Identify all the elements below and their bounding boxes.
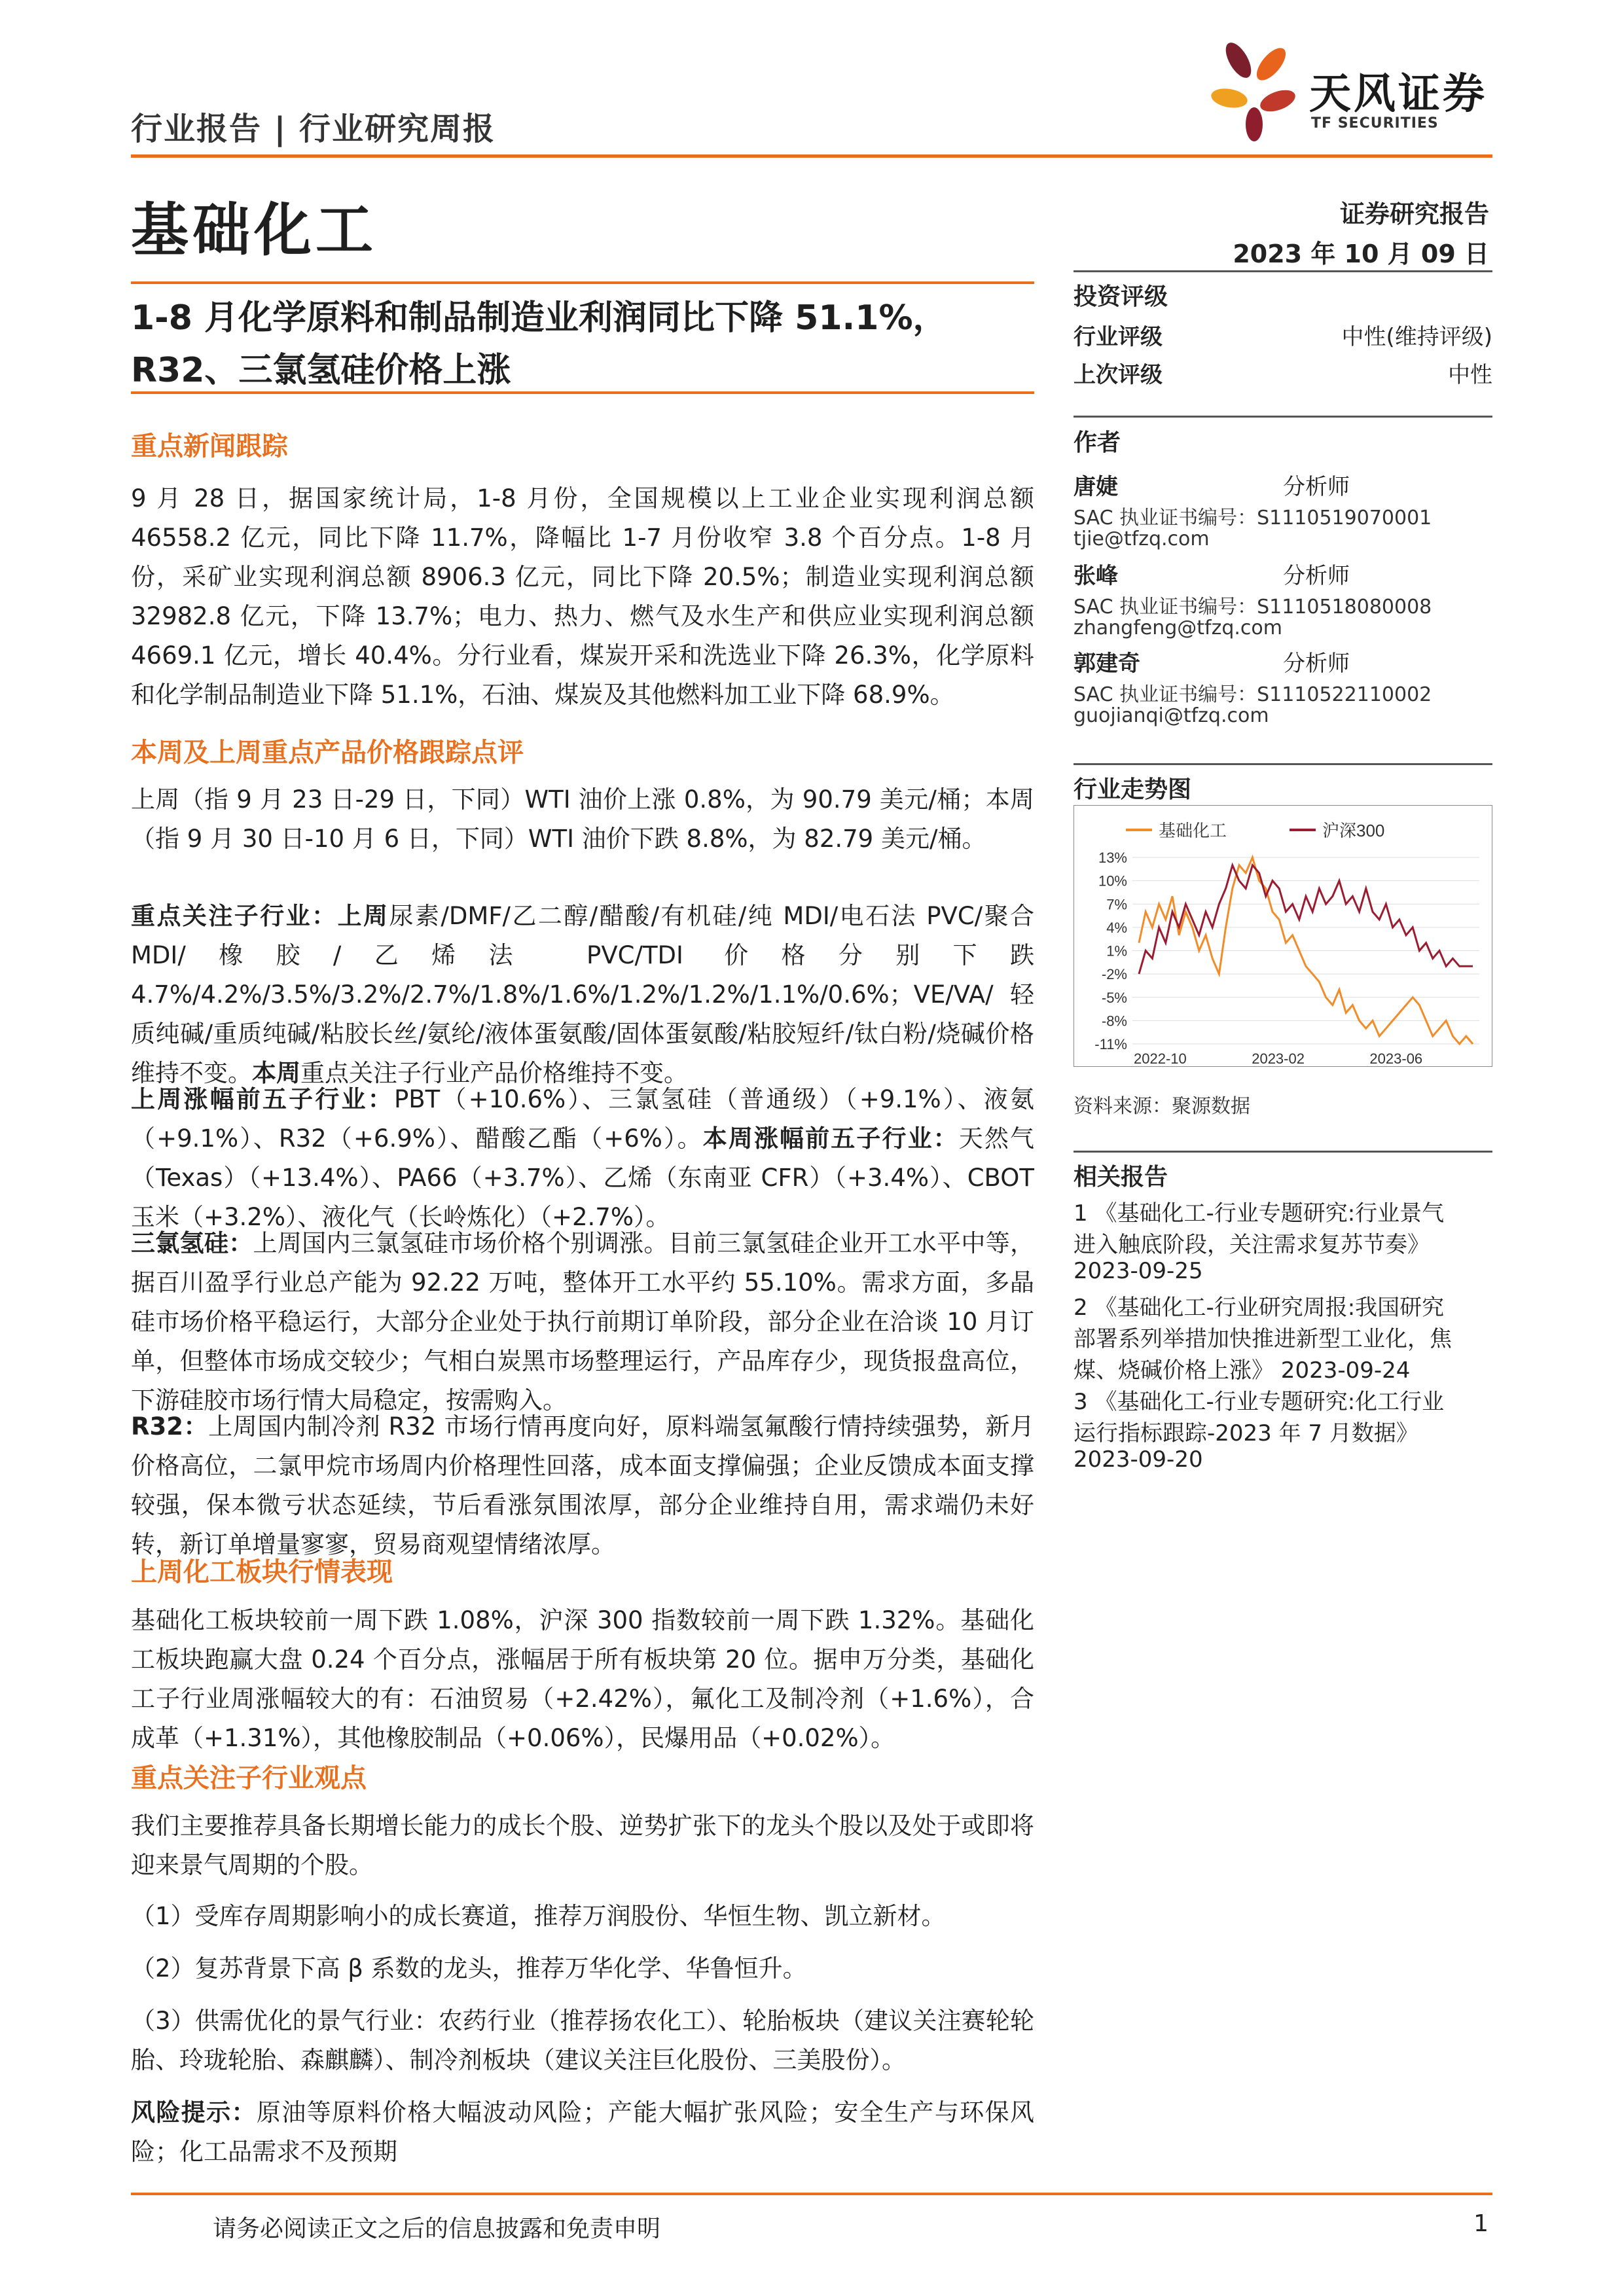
related-heading: 相关报告: [1074, 1164, 1168, 1191]
author-email[interactable]: zhangfeng@tfzq.com: [1074, 617, 1282, 639]
related-report-line[interactable]: 进入触底阶段，关注需求复苏节奏》: [1074, 1232, 1430, 1258]
y-tick-label: 4%: [1106, 919, 1127, 936]
top5-last-text: PBT（+10.6%）、三氯氢硅（普通级）（+9.1%）、液氨（+9.1%）、R32（+6.9%）、醋酸乙酯（+6%）。: [131, 1085, 1034, 1153]
industry-rating-value: 中性(维持评级): [1341, 324, 1492, 350]
title-rule-bottom: [131, 391, 1034, 394]
last-rating-value: 中性: [1448, 362, 1492, 388]
author-role: 分析师: [1283, 563, 1350, 589]
report-date: 2023 年 10 月 09 日: [1233, 240, 1489, 268]
r32-paragraph: [131, 1407, 1034, 1564]
x-tick-label: 2023-02: [1252, 1050, 1305, 1067]
related-report-line[interactable]: 3 《基础化工-行业专题研究:化工行业: [1074, 1389, 1445, 1415]
title-line-2: R32、三氯氢硅价格上涨: [131, 351, 511, 390]
trend-chart: [1074, 805, 1492, 1067]
view-paragraph: 我们主要推荐具备长期增长能力的成长个股、逆势扩张下的龙头个股以及处于或即将迎来景气周期的个股。: [131, 1812, 1034, 1879]
footer-disclaimer[interactable]: 请务必阅读正文之后的信息披露和免责申明: [213, 2215, 661, 2242]
news-paragraph: 9 月 28 日，据国家统计局，1-8 月份，全国规模以上工业企业实现利润总额 46558.2 亿元，同比下降 11.7%，降幅比 1-7 月份收窄 3.8 个百分点。1-8 月份，采矿业实现利润总额 8906.3 亿元，同比下降 20.5%；制造业实现利润总额 32982.8 亿元，下降 13.7%；电力、热力、燃气及水生产和供应业实现利润总额 4669.1 亿元，增长 40.4%。分行业看，煤炭开采和洗选业下降 26.3%，化学原料和化学制品制造业下降 51.1%，石油、煤炭及其他燃料加工业下降 68.9%。: [131, 484, 1034, 709]
report-category: 行业报告 | 行业研究周报: [131, 111, 496, 147]
author-role: 分析师: [1283, 651, 1350, 677]
last-rating-label: 上次评级: [1074, 362, 1163, 388]
section-heading-market: 上周化工板块行情表现: [131, 1557, 393, 1587]
focus-label: 重点关注子行业：: [131, 902, 338, 930]
title-rule-top: [131, 281, 1034, 284]
sidebar-rule: [1074, 763, 1492, 765]
r32-label: R32：: [131, 1412, 209, 1441]
footer-rule: [131, 2193, 1492, 2195]
author-name: 唐婕: [1074, 474, 1118, 500]
section-heading-price: 本周及上周重点产品价格跟踪点评: [131, 738, 524, 768]
top5-last-label: 上周涨幅前五子行业：: [131, 1085, 394, 1113]
related-report-line[interactable]: 2 《基础化工-行业研究周报:我国研究: [1074, 1295, 1445, 1321]
y-tick-label: -11%: [1094, 1036, 1127, 1052]
related-report-line[interactable]: 部署系列举措加快推进新型工业化，焦: [1074, 1326, 1452, 1352]
view-item-3: （3）供需优化的景气行业：农药行业（推荐扬农化工）、轮胎板块（建议关注赛轮轮胎、玲珑轮胎、森麒麟）、制冷剂板块（建议关注巨化股份、三美股份）。: [131, 2007, 1034, 2074]
r32-text: 上周国内制冷剂 R32 市场行情再度向好，原料端氢氟酸行情持续强势，新月价格高位，二氯甲烷市场周内价格理性回落，成本面支撑偏强；企业反馈成本面支撑较强，保本微亏状态延续，节后看涨氛围浓厚，部分企业维持自用，需求端仍未好转，新订单增量寥寥，贸易商观望情绪浓厚。: [131, 1412, 1034, 1558]
section-heading-news: 重点新闻跟踪: [131, 431, 288, 461]
sidebar-rule: [1074, 1151, 1492, 1153]
author-email[interactable]: tjie@tfzq.com: [1074, 528, 1210, 550]
tcs-text: 上周国内三氯氢硅市场价格个别调涨。目前三氯氢硅企业开工水平中等，据百川盈孚行业总产能为 92.22 万吨，整体开工水平约 55.10%。需求方面，多晶硅市场价格平稳运行，大部分企业处于执行前期订单阶段，部分企业在洽谈 10 月订单，但整体市场成交较少；气相白炭黑市场整理运行，产品库存少，现货报盘高位，下游硅胶市场行情大局稳定，按需购入。: [131, 1229, 1035, 1414]
y-tick-label: 13%: [1098, 850, 1127, 866]
author-sac: SAC 执业证书编号：S1110518080008: [1074, 596, 1432, 619]
x-tick-label: 2022-10: [1134, 1050, 1187, 1067]
trend-heading: 行业走势图: [1074, 776, 1192, 803]
tcs-label: 三氯氢硅：: [131, 1229, 253, 1257]
view-item-2: （2）复苏背景下高 β 系数的龙头，推荐万华化学、华鲁恒升。: [131, 1954, 807, 1982]
legend-label-hs300: 沪深300: [1322, 821, 1385, 840]
author-sac: SAC 执业证书编号：S1110519070001: [1074, 507, 1432, 529]
focus-thisweek-label: 本周: [252, 1059, 300, 1087]
logo-subtext: TF SECURITIES: [1311, 115, 1439, 132]
report-title: [131, 292, 1041, 397]
author-email[interactable]: guojianqi@tfzq.com: [1074, 704, 1269, 727]
y-tick-label: -8%: [1101, 1013, 1127, 1030]
y-tick-label: -5%: [1101, 989, 1127, 1006]
related-report-line[interactable]: 1 《基础化工-行业专题研究:行业景气: [1074, 1200, 1445, 1227]
rating-heading: 投资评级: [1074, 283, 1168, 310]
top5-this-text: 天然气（Texas）（+13.4%）、PA66（+3.7%）、乙烯（东南亚 CFR）（+3.4%）、CBOT 玉米（+3.2%）、液化气（长岭炼化）（+2.7%）。: [131, 1124, 1035, 1231]
view-item-1: （1）受库存周期影响小的成长赛道，推荐万润股份、华恒生物、凯立新材。: [131, 1902, 946, 1930]
related-report-line[interactable]: 2023-09-20: [1074, 1446, 1203, 1473]
sidebar: [1074, 0, 1492, 2160]
sidebar-rule: [1074, 270, 1492, 272]
risk-text: 原油等原料价格大幅波动风险；产能大幅扩张风险；安全生产与环保风险；化工品需求不及预期: [131, 2098, 1035, 2166]
risk-paragraph: [131, 2093, 1034, 2172]
focus-paragraph: [131, 897, 1034, 1093]
y-tick-label: -2%: [1101, 966, 1127, 983]
market-paragraph: 基础化工板块较前一周下跌 1.08%，沪深 300 指数较前一周下跌 1.32%。基础化工板块跑赢大盘 0.24 个百分点，涨幅居于所有板块第 20 位。据申万分类，基础化工子行业周涨幅较大的有：石油贸易（+2.42%），氟化工及制冷剂（+1.6%），合成革（+1.31%），其他橡胶制品（+0.06%），民爆用品（+0.02%）。: [131, 1606, 1034, 1752]
top5-paragraph: [131, 1080, 1034, 1237]
page-number: 1: [1473, 2210, 1489, 2237]
tcs-paragraph: [131, 1224, 1034, 1420]
x-tick-label: 2023-06: [1369, 1050, 1423, 1067]
y-tick-label: 7%: [1106, 896, 1127, 913]
sector-title: 基础化工: [131, 196, 378, 264]
title-line-1: 1-8 月化学原料和制品制造业利润同比下降 51.1%，: [131, 298, 947, 338]
author-sac: SAC 执业证书编号：S1110522110002: [1074, 683, 1432, 706]
industry-rating-label: 行业评级: [1074, 324, 1163, 350]
report-type: 证券研究报告: [1339, 200, 1489, 228]
related-report-line[interactable]: 煤、烧碱价格上涨》 2023-09-24: [1074, 1357, 1411, 1384]
risk-label: 风险提示：: [131, 2098, 257, 2126]
focus-text-1: 尿素/DMF/乙二醇/醋酸/有机硅/纯 MDI/电石法 PVC/聚合 MDI/橡胶/乙烯法 PVC/TDI 价格分别下跌 4.7%/4.2%/3.5%/3.2%/2.7%/1.8%/1.6%/1.2%/1.2%/1.1%/0.6%；VE/VA/轻质纯碱/重质纯碱/粘胶长丝/氨纶/液体蛋氨酸/固体蛋氨酸/粘胶短纤/钛白粉/烧碱价格维持不变。: [131, 902, 1035, 1087]
y-tick-label: 10%: [1098, 872, 1127, 889]
focus-text-2: 重点关注子行业产品价格维持不变。: [300, 1059, 688, 1087]
sidebar-rule: [1074, 416, 1492, 418]
top5-this-label: 本周涨幅前五子行业：: [702, 1124, 959, 1153]
author-role: 分析师: [1283, 474, 1350, 500]
related-report-line[interactable]: 运行指标跟踪-2023 年 7 月数据》: [1074, 1420, 1418, 1446]
y-tick-label: 1%: [1106, 942, 1127, 960]
section-heading-view: 重点关注子行业观点: [131, 1763, 367, 1793]
author-heading: 作者: [1074, 429, 1121, 456]
logo-text: 天风证券: [1309, 70, 1487, 118]
author-name: 张峰: [1074, 563, 1118, 589]
chart-source: 资料来源：聚源数据: [1074, 1095, 1250, 1118]
related-report-line[interactable]: 2023-09-25: [1074, 1258, 1203, 1284]
focus-lastweek-label: 上周: [337, 902, 389, 930]
price-paragraph: 上周（指 9 月 23 日-29 日，下同）WTI 油价上涨 0.8%，为 90.79 美元/桶；本周（指 9 月 30 日-10 月 6 日，下同）WTI 油价下跌 8.8%，为 82.79 美元/桶。: [131, 785, 1034, 853]
legend-label-basic-chem: 基础化工: [1159, 821, 1227, 840]
author-name: 郭建奇: [1074, 651, 1140, 677]
